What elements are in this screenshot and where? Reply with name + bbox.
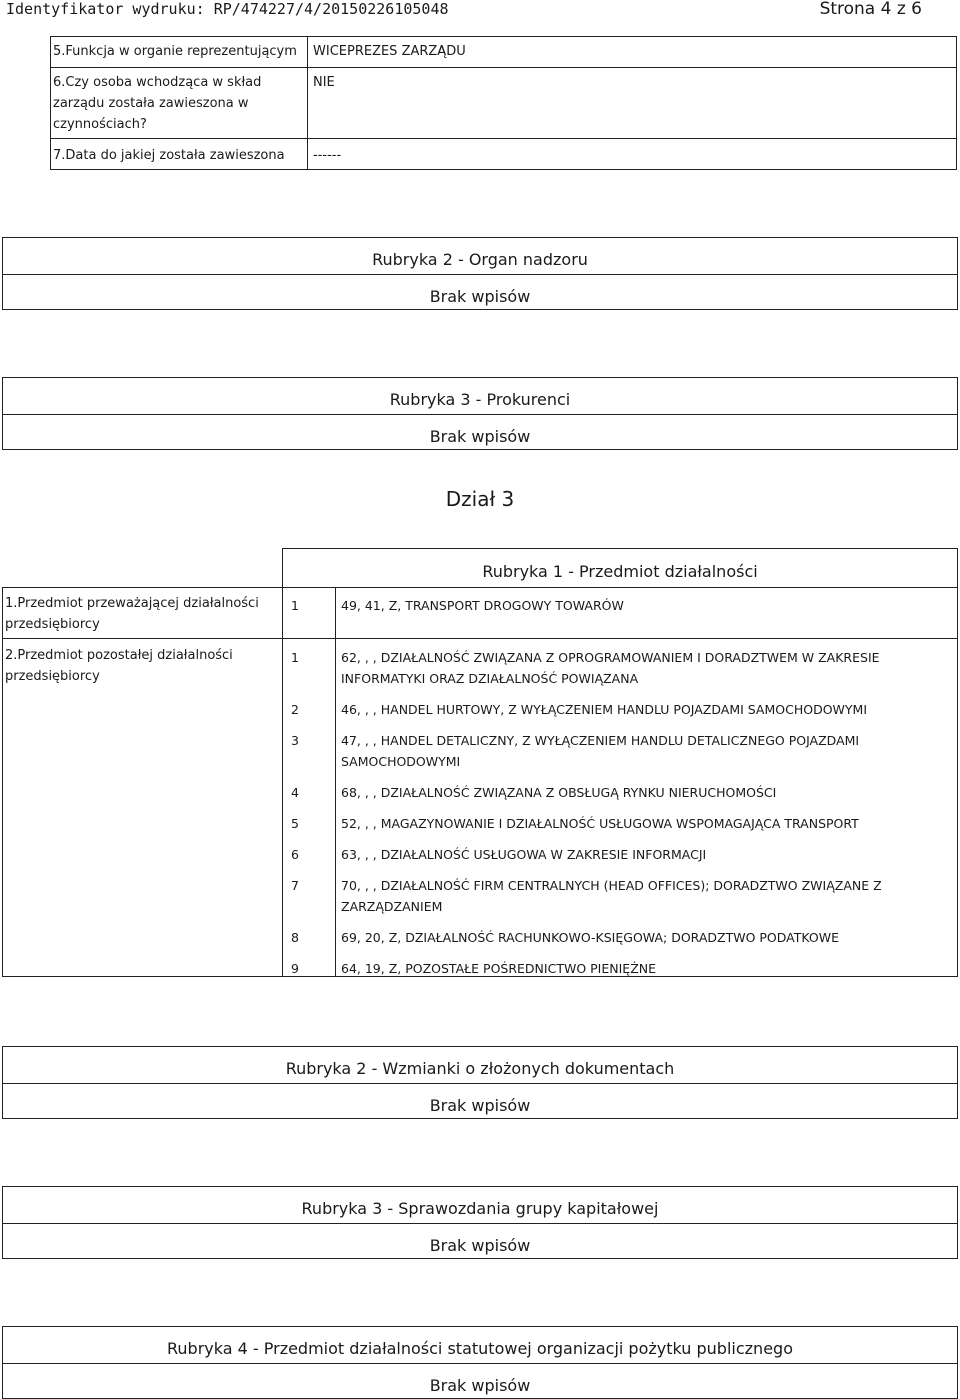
activity-number: 4 [291,785,299,800]
section-title: Rubryka 2 - Wzmianki o złożonych dokumentach [285,1059,675,1078]
activity-number: 5 [291,816,299,831]
activity-number: 7 [291,878,299,893]
activity-text: 69, 20, Z, DZIAŁALNOŚĆ RACHUNKOWO-KSIĘGOWA; DORADZTWO PODATKOWE [341,930,840,945]
section-content: Brak wpisów [429,1376,531,1395]
section-content: Brak wpisów [429,427,531,446]
section-content: Brak wpisów [429,1236,531,1255]
activity-number: 1 [291,598,299,613]
top-row-value-3: ------ [313,148,342,163]
activity-number: 2 [291,702,299,717]
dzial-title: Dział 3 [445,487,515,511]
activity-text: 46, , , HANDEL HURTOWY, Z WYŁĄCZENIEM HANDLU POJAZDAMI SAMOCHODOWYMI [341,702,868,717]
activity-text: 63, , , DZIAŁALNOŚĆ USŁUGOWA W ZAKRESIE INFORMACJI [341,847,707,862]
activity-text: 64, 19, Z, POZOSTAŁE POŚREDNICTWO PIENIĘŻNE [341,961,657,976]
main-activity-label: 1.Przedmiot przeważającej działalności przedsiębiorcy [5,596,259,632]
section-title: Rubryka 4 - Przedmiot działalności statutowej organizacji pożytku publicznego [167,1339,793,1358]
page-number: Strona 4 z 6 [819,0,922,19]
section-title: Rubryka 2 - Organ nadzoru [372,250,588,269]
top-row-value-2: NIE [313,75,335,90]
activity-text: 47, , , HANDEL DETALICZNY, Z WYŁĄCZENIEM HANDLU DETALICZNEGO POJAZDAMI SAMOCHODOWYMI [341,733,860,769]
activity-number: 9 [291,961,299,976]
other-activity-label: 2.Przedmiot pozostałej działalności przedsiębiorcy [5,648,233,684]
top-row-label-1: 5.Funkcja w organie reprezentującym [53,44,297,59]
section-content: Brak wpisów [429,287,531,306]
section-title: Rubryka 1 - Przedmiot działalności [482,562,758,581]
section-content: Brak wpisów [429,1096,531,1115]
top-row-value-1: WICEPREZES ZARZĄDU [313,44,466,59]
activity-number: 6 [291,847,299,862]
activity-text: 52, , , MAGAZYNOWANIE I DZIAŁALNOŚĆ USŁUGOWA WSPOMAGAJĄCA TRANSPORT [341,816,859,831]
activity-number: 3 [291,733,299,748]
activity-text: 49, 41, Z, TRANSPORT DROGOWY TOWARÓW [341,598,624,613]
top-row-label-3: 7.Data do jakiej została zawieszona [53,148,285,163]
activity-text: 62, , , DZIAŁALNOŚĆ ZWIĄZANA Z OPROGRAMOWANIEM I DORADZTWEM W ZAKRESIE INFORMATYKI ORAZ DZIAŁALNOŚĆ POWIĄZANA [341,650,880,686]
section-title: Rubryka 3 - Prokurenci [389,390,571,409]
activity-number: 1 [291,650,299,665]
section-title: Rubryka 3 - Sprawozdania grupy kapitałowej [301,1199,659,1218]
top-row-label-2: 6.Czy osoba wchodząca w skład zarządu została zawieszona w czynnościach? [53,75,262,132]
print-identifier: Identyfikator wydruku: RP/474227/4/20150226105048 [6,0,449,18]
activity-number: 8 [291,930,299,945]
activity-text: 68, , , DZIAŁALNOŚĆ ZWIĄZANA Z OBSŁUGĄ RYNKU NIERUCHOMOŚCI [341,785,777,800]
activity-text: 70, , , DZIAŁALNOŚĆ FIRM CENTRALNYCH (HEAD OFFICES); DORADZTWO ZWIĄZANE Z ZARZĄDZANIEM [341,878,882,914]
